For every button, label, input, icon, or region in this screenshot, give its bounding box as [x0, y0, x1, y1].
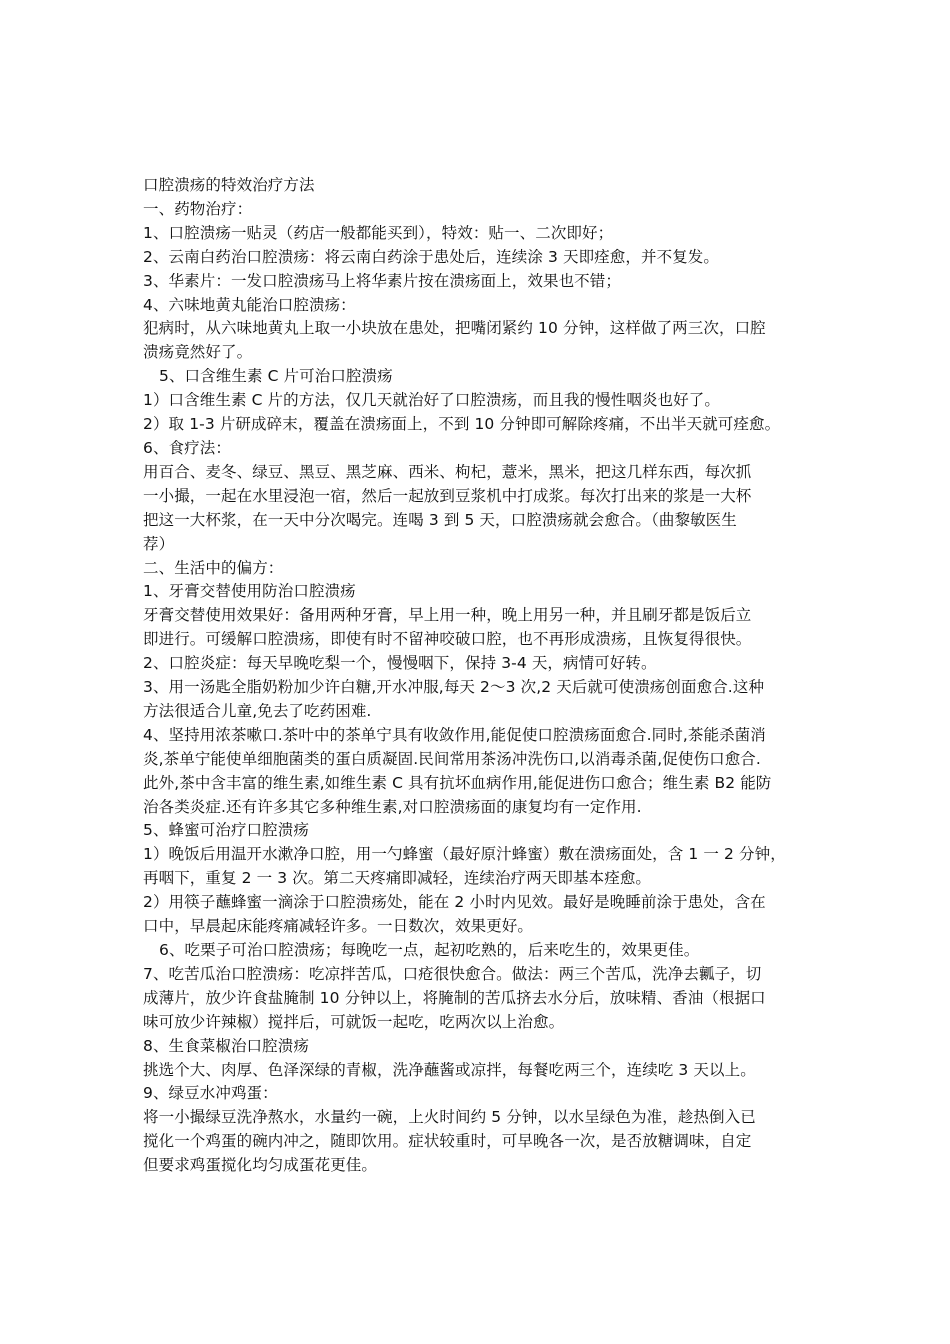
section-heading: 二、生活中的偏方：: [143, 558, 284, 577]
list-item: 7、吃苦瓜治口腔溃疡：吃凉拌苦瓜，口疮很快愈合。做法：两三个苦瓜，洗净去瓤子，切: [143, 964, 762, 983]
sub-item: 2）取 1-3 片研成碎末，覆盖在溃疡面上，不到 10 分钟即可解除疼痛，不出半天就可痊愈。: [143, 415, 781, 434]
paragraph-line: 治各类炎症.还有许多其它多种维生素,对口腔溃疡面的康复均有一定作用.: [143, 797, 642, 816]
list-item: 6、吃栗子可治口腔溃疡；每晚吃一点，起初吃熟的，后来吃生的，效果更佳。: [159, 941, 700, 959]
list-item: 1、牙膏交替使用防治口腔溃疡: [143, 582, 356, 601]
paragraph-line: 但要求鸡蛋搅化均匀成蛋花更佳。: [143, 1156, 378, 1175]
list-item: 5、口含维生素 C 片可治口腔溃疡: [159, 367, 393, 386]
list-item: 4、坚持用浓茶嗽口.茶叶中的茶单宁具有收敛作用,能促使口腔溃疡面愈合.同时,茶能杀菌消: [143, 725, 766, 744]
document-body: [143, 174, 809, 1178]
list-item: 6、食疗法：: [143, 438, 231, 457]
list-item: 3、华素片：一发口腔溃疡马上将华素片按在溃疡面上，效果也不错；: [143, 271, 621, 290]
paragraph-line: 荐）: [143, 534, 175, 553]
list-item: 8、生食菜椒治口腔溃疡: [143, 1036, 309, 1055]
paragraph-line: 方法很适合儿童,免去了吃药困难.: [143, 701, 372, 720]
list-item: 1、口腔溃疡一贴灵（药店一般都能买到），特效：贴一、二次即好；: [143, 223, 614, 242]
paragraph-line: 牙膏交替使用效果好：备用两种牙膏，早上用一种，晚上用另一种，并且刷牙都是饭后立: [143, 606, 752, 625]
paragraph-line: 把这一大杯浆，在一天中分次喝完。连喝 3 到 5 天，口腔溃疡就会愈合。（曲黎敏医生: [143, 510, 737, 529]
sub-item: 1）口含维生素 C 片的方法，仅几天就治好了口腔溃疡，而且我的慢性咽炎也好了。: [143, 391, 720, 410]
paragraph-line: 将一小撮绿豆洗净熬水，水量约一碗，上火时间约 5 分钟，以水呈绿色为准，趁热倒入已: [143, 1108, 756, 1127]
paragraph-line: 用百合、麦冬、绿豆、黑豆、黑芝麻、西米、枸杞，薏米，黑米，把这几样东西，每次抓: [143, 462, 752, 481]
section-heading: 一、药物治疗：: [143, 199, 253, 218]
paragraph-line: 溃疡竟然好了。: [143, 343, 253, 362]
sub-item: 1）晚饭后用温开水漱净口腔，用一勺蜂蜜（最好原汁蜂蜜）敷在溃疡面处，含 1 一 2 分钟，: [143, 845, 786, 864]
paragraph-line: 犯病时，从六味地黄丸上取一小块放在患处，把嘴闭紧约 10 分钟，这样做了两三次，口腔: [143, 319, 766, 338]
list-item: 9、绿豆水冲鸡蛋：: [143, 1084, 278, 1103]
list-item: 3、用一汤匙全脂奶粉加少许白糖,开水冲服,每天 2～3 次,2 天后就可使溃疡创面愈合.这种: [143, 678, 765, 697]
list-item: 5、蜂蜜可治疗口腔溃疡: [143, 821, 309, 840]
paragraph-line: 口中，早晨起床能疼痛减轻许多。一日数次，效果更好。: [143, 917, 534, 936]
paragraph-line: 即进行。可缓解口腔溃疡，即使有时不留神咬破口腔，也不再形成溃疡，且恢复得很快。: [143, 630, 752, 649]
paragraph-line: 炎,茶单宁能使单细胞菌类的蛋白质凝固.民间常用茶汤冲洗伤口,以消毒杀菌,促使伤口愈合.: [143, 749, 761, 768]
paragraph-line: 成薄片，放少许食盐腌制 10 分钟以上，将腌制的苦瓜挤去水分后，放味精、香油（根据口: [143, 988, 766, 1007]
sub-item: 2）用筷子蘸蜂蜜一滴涂于口腔溃疡处，能在 2 小时内见效。最好是晚睡前涂于患处，含在: [143, 893, 766, 912]
list-item: 4、六味地黄丸能治口腔溃疡：: [143, 295, 356, 314]
document-title: 口腔溃疡的特效治疗方法: [143, 176, 315, 194]
paragraph-line: 再咽下，重复 2 一 3 次。第二天疼痛即减轻，连续治疗两天即基本痊愈。: [143, 869, 652, 888]
list-item: 2、口腔炎症：每天早晚吃梨一个，慢慢咽下，保持 3-4 天，病情可好转。: [143, 654, 657, 673]
paragraph-line: 挑选个大、肉厚、色泽深绿的青椒，洗净蘸酱或凉拌，每餐吃两三个，连续吃 3 天以上。: [143, 1060, 756, 1079]
paragraph-line: 味可放少许辣椒）搅拌后，可就饭一起吃，吃两次以上治愈。: [143, 1012, 565, 1031]
paragraph-line: 此外,茶中含丰富的维生素,如维生素 C 具有抗坏血病作用,能促进伤口愈合；维生素 B2 能防: [143, 773, 772, 792]
paragraph-line: 一小撮，一起在水里浸泡一宿，然后一起放到豆浆机中打成浆。每次打出来的浆是一大杯: [143, 486, 752, 505]
list-item: 2、云南白药治口腔溃疡：将云南白药涂于患处后，连续涂 3 天即痊愈，并不复发。: [143, 247, 719, 266]
paragraph-line: 搅化一个鸡蛋的碗内冲之，随即饮用。症状较重时，可早晚各一次，是否放糖调味，自定: [143, 1132, 752, 1151]
